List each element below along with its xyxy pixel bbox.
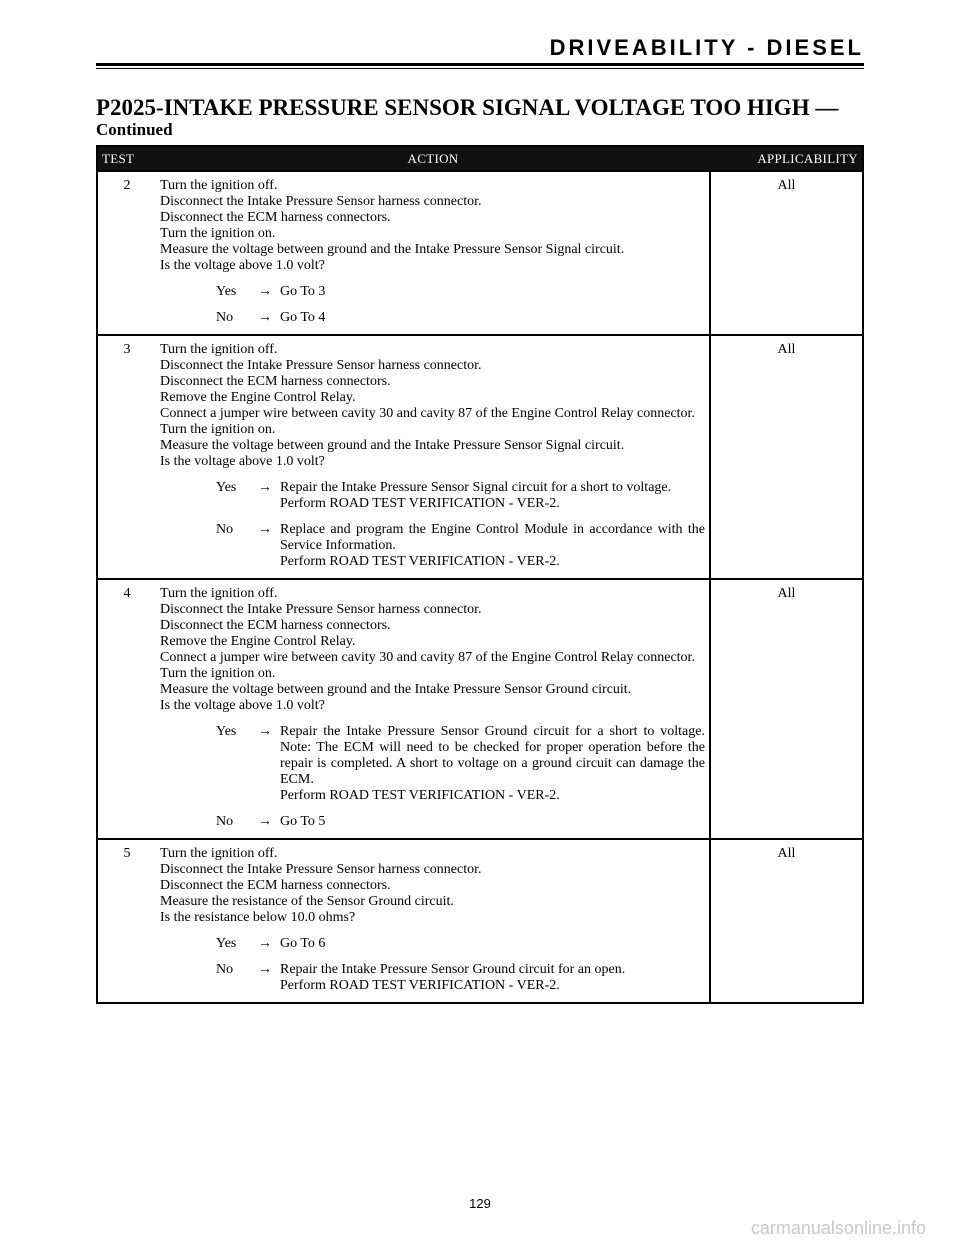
arrow-right-icon: → xyxy=(258,480,272,495)
result-line: Repair the Intake Pressure Sensor Ground circuit for a short to voltage. Note: The ECM will need to be checked for proper operation before the repair is completed. A short to voltage on a ground circuit can damage the ECM. xyxy=(280,724,705,787)
continued-label: Continued xyxy=(96,120,173,139)
action-step: Turn the ignition off. xyxy=(160,342,278,357)
action-step: Measure the voltage between ground and the Intake Pressure Sensor Signal circuit. xyxy=(160,242,625,257)
no-branch xyxy=(160,310,705,326)
no-label: No xyxy=(216,814,234,829)
yes-branch xyxy=(160,936,705,952)
applicability-cell: All xyxy=(710,579,863,839)
no-branch xyxy=(160,962,705,994)
action-step: Remove the Engine Control Relay. xyxy=(160,634,356,649)
table-header-row xyxy=(97,146,863,171)
yes-result xyxy=(280,724,705,804)
yes-label: Yes xyxy=(216,284,237,299)
result-line: Perform ROAD TEST VERIFICATION - VER-2. xyxy=(280,496,560,511)
test-number: 3 xyxy=(97,335,156,579)
header-applicability: APPLICABILITY xyxy=(710,146,863,171)
arrow-right-icon: → xyxy=(258,814,272,829)
action-step: Disconnect the ECM harness connectors. xyxy=(160,878,391,893)
no-result xyxy=(280,962,705,994)
applicability-cell: All xyxy=(710,171,863,335)
result-line: Go To 6 xyxy=(280,936,326,951)
table-body xyxy=(97,171,863,1003)
arrow-right-icon: → xyxy=(258,962,272,977)
result-line: Perform ROAD TEST VERIFICATION - VER-2. xyxy=(280,554,560,569)
diagnostic-table xyxy=(96,145,864,1004)
action-step: Is the voltage above 1.0 volt? xyxy=(160,258,325,273)
action-step: Disconnect the Intake Pressure Sensor harness connector. xyxy=(160,862,482,877)
action-step: Is the resistance below 10.0 ohms? xyxy=(160,910,356,925)
action-step: Turn the ignition on. xyxy=(160,422,276,437)
yes-result xyxy=(280,936,705,952)
yes-branch xyxy=(160,480,705,512)
result-line: Go To 5 xyxy=(280,814,326,829)
action-step: Disconnect the ECM harness connectors. xyxy=(160,374,391,389)
table-row xyxy=(97,579,863,839)
action-step: Connect a jumper wire between cavity 30 and cavity 87 of the Engine Control Relay connector. xyxy=(160,406,695,421)
result-line: Go To 3 xyxy=(280,284,326,299)
result-line: Perform ROAD TEST VERIFICATION - VER-2. xyxy=(280,978,560,993)
yes-branch xyxy=(160,724,705,804)
no-result xyxy=(280,522,705,570)
arrow-right-icon: → xyxy=(258,522,272,537)
action-step: Disconnect the Intake Pressure Sensor harness connector. xyxy=(160,194,482,209)
action-step: Is the voltage above 1.0 volt? xyxy=(160,698,325,713)
result-line: Repair the Intake Pressure Sensor Signal circuit for a short to voltage. xyxy=(280,480,672,495)
action-step: Turn the ignition on. xyxy=(160,666,276,681)
page-number: 129 xyxy=(469,1196,491,1211)
header-rule xyxy=(96,63,864,66)
arrow-right-icon: → xyxy=(258,724,272,739)
action-cell xyxy=(156,839,710,1003)
action-step: Turn the ignition off. xyxy=(160,178,278,193)
action-step: Measure the voltage between ground and the Intake Pressure Sensor Signal circuit. xyxy=(160,438,625,453)
action-step: Disconnect the Intake Pressure Sensor harness connector. xyxy=(160,602,482,617)
action-step: Measure the resistance of the Sensor Ground circuit. xyxy=(160,894,454,909)
yes-result xyxy=(280,480,705,512)
header-test: TEST xyxy=(97,146,156,171)
action-step: Disconnect the ECM harness connectors. xyxy=(160,618,391,633)
test-number: 2 xyxy=(97,171,156,335)
applicability-cell: All xyxy=(710,335,863,579)
yes-label: Yes xyxy=(216,724,237,739)
yes-label: Yes xyxy=(216,480,237,495)
no-result xyxy=(280,310,705,326)
action-step: Turn the ignition off. xyxy=(160,846,278,861)
result-line: Replace and program the Engine Control Module in accordance with the Service Information. xyxy=(280,522,705,553)
no-label: No xyxy=(216,962,234,977)
action-step: Turn the ignition off. xyxy=(160,586,278,601)
page-title: P2025-INTAKE PRESSURE SENSOR SIGNAL VOLTAGE TOO HIGH — xyxy=(96,95,839,120)
yes-label: Yes xyxy=(216,936,237,951)
section-title: DRIVEABILITY - DIESEL xyxy=(549,35,864,60)
table-row xyxy=(97,839,863,1003)
table-row xyxy=(97,171,863,335)
no-label: No xyxy=(216,310,234,325)
action-step: Turn the ignition on. xyxy=(160,226,276,241)
action-step: Remove the Engine Control Relay. xyxy=(160,390,356,405)
action-step: Disconnect the ECM harness connectors. xyxy=(160,210,391,225)
watermark: carmanualsonline.info xyxy=(750,1218,926,1238)
yes-branch xyxy=(160,284,705,300)
result-line: Perform ROAD TEST VERIFICATION - VER-2. xyxy=(280,788,560,803)
result-line: Repair the Intake Pressure Sensor Ground circuit for an open. xyxy=(280,962,626,977)
no-result xyxy=(280,814,705,830)
action-step: Disconnect the Intake Pressure Sensor harness connector. xyxy=(160,358,482,373)
applicability-cell: All xyxy=(710,839,863,1003)
no-branch xyxy=(160,522,705,570)
result-line: Go To 4 xyxy=(280,310,326,325)
header-rule-thin xyxy=(96,68,864,69)
table-row xyxy=(97,335,863,579)
action-step: Measure the voltage between ground and the Intake Pressure Sensor Ground circuit. xyxy=(160,682,632,697)
test-number: 5 xyxy=(97,839,156,1003)
yes-result xyxy=(280,284,705,300)
arrow-right-icon: → xyxy=(258,936,272,951)
action-cell xyxy=(156,579,710,839)
arrow-right-icon: → xyxy=(258,310,272,325)
action-step: Is the voltage above 1.0 volt? xyxy=(160,454,325,469)
action-cell xyxy=(156,171,710,335)
no-label: No xyxy=(216,522,234,537)
action-cell xyxy=(156,335,710,579)
no-branch xyxy=(160,814,705,830)
header-action: ACTION xyxy=(156,146,710,171)
test-number: 4 xyxy=(97,579,156,839)
action-step: Connect a jumper wire between cavity 30 and cavity 87 of the Engine Control Relay connector. xyxy=(160,650,695,665)
arrow-right-icon: → xyxy=(258,284,272,299)
